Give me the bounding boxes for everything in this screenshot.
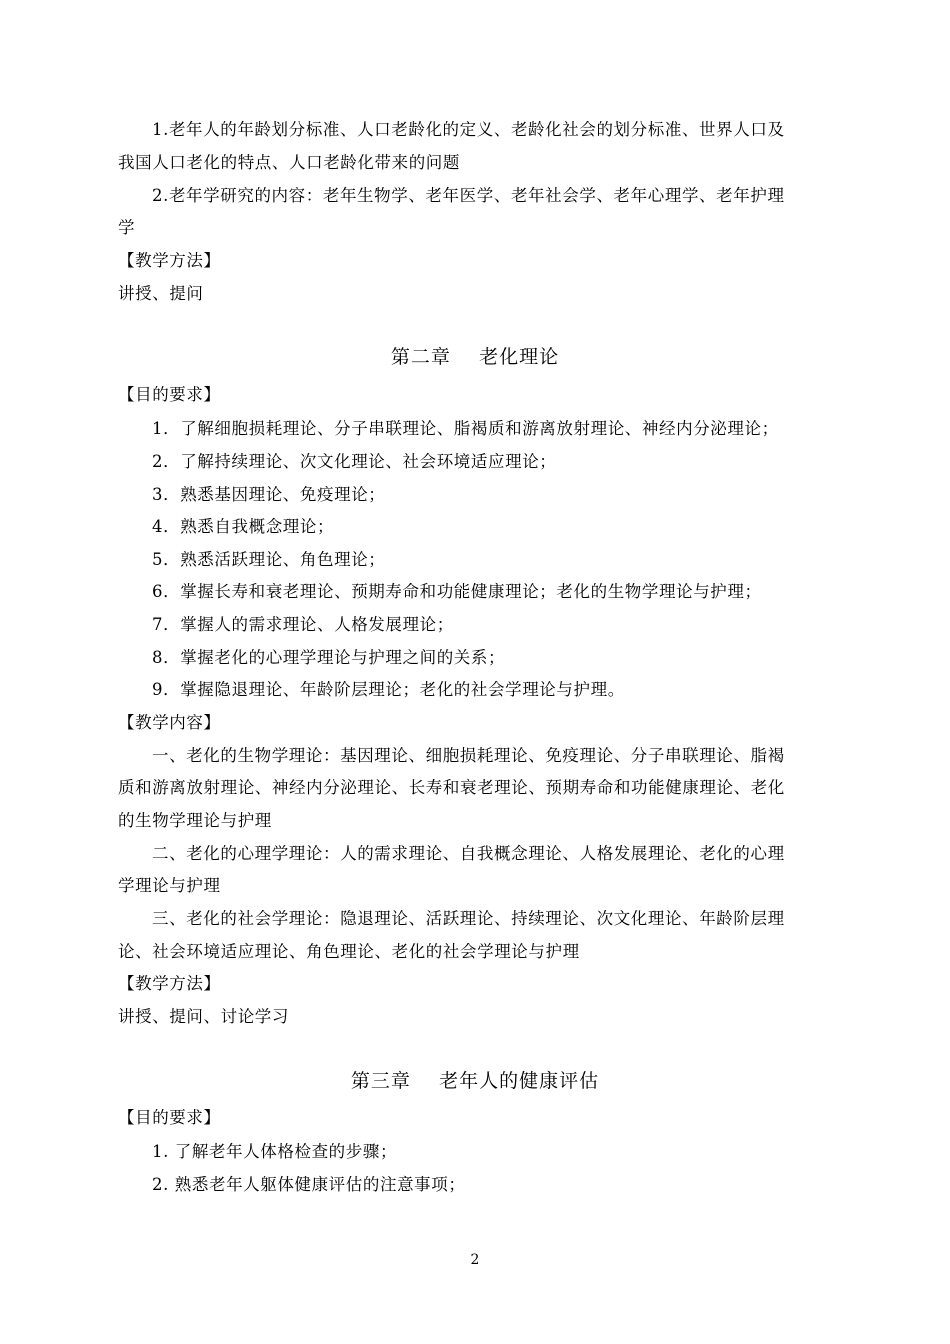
- intro-method-text: 讲授、提问: [118, 284, 204, 303]
- chapter2-objective-item: 8．掌握老化的心理学理论与护理之间的关系；: [152, 648, 506, 667]
- chapter2-objectives-label: 【目的要求】: [118, 385, 221, 404]
- chapter2-content-line: 三、老化的社会学理论：隐退理论、活跃理论、持续理论、次文化理论、年龄阶层理: [152, 909, 785, 928]
- chapter2-content-line: 的生物学理论与护理: [118, 811, 272, 830]
- chapter3-title: 第三章 老年人的健康评估: [350, 1070, 600, 1092]
- chapter3-objective-item: 2. 熟悉老年人躯体健康评估的注意事项；: [152, 1175, 466, 1194]
- chapter2-content-line: 一、老化的生物学理论：基因理论、细胞损耗理论、免疫理论、分子串联理论、脂褐: [152, 746, 785, 765]
- chapter3-objectives-label: 【目的要求】: [118, 1108, 221, 1127]
- chapter2-objective-item: 5．熟悉活跃理论、角色理论；: [152, 550, 386, 569]
- intro-content-line: 2.老年学研究的内容：老年生物学、老年医学、老年社会学、老年心理学、老年护理: [152, 186, 785, 205]
- intro-method-label: 【教学方法】: [118, 251, 221, 270]
- chapter2-method-label: 【教学方法】: [118, 974, 221, 993]
- chapter2-content-line: 二、老化的心理学理论：人的需求理论、自我概念理论、人格发展理论、老化的心理: [152, 844, 785, 863]
- chapter2-content-line: 论、社会环境适应理论、角色理论、老化的社会学理论与护理: [118, 942, 580, 961]
- intro-content-line: 1.老年人的年龄划分标准、人口老龄化的定义、老龄化社会的划分标准、世界人口及: [152, 120, 785, 139]
- chapter3-objective-item: 1. 了解老年人体格检查的步骤；: [152, 1142, 398, 1161]
- chapter2-content-label: 【教学内容】: [118, 713, 221, 732]
- chapter2-objective-item: 9．掌握隐退理论、年龄阶层理论；老化的社会学理论与护理。: [152, 680, 625, 699]
- chapter2-content-line: 质和游离放射理论、神经内分泌理论、长寿和衰老理论、预期寿命和功能健康理论、老化: [118, 778, 785, 797]
- chapter2-objective-item: 4．熟悉自我概念理论；: [152, 517, 335, 536]
- intro-content-line: 我国人口老化的特点、人口老龄化带来的问题: [118, 153, 460, 172]
- chapter2-objective-item: 6．掌握长寿和衰老理论、预期寿命和功能健康理论；老化的生物学理论与护理；: [152, 582, 762, 601]
- chapter2-objective-item: 1．了解细胞损耗理论、分子串联理论、脂褐质和游离放射理论、神经内分泌理论；: [152, 419, 779, 438]
- chapter2-method-text: 讲授、提问、讨论学习: [118, 1007, 289, 1026]
- chapter2-objective-item: 7．掌握人的需求理论、人格发展理论；: [152, 615, 454, 634]
- chapter2-objective-item: 2．了解持续理论、次文化理论、社会环境适应理论；: [152, 452, 557, 471]
- chapter2-content-line: 学理论与护理: [118, 876, 221, 895]
- chapter2-title: 第二章 老化理论: [390, 346, 560, 368]
- intro-content-line: 学: [118, 218, 136, 237]
- chapter2-objective-item: 3．熟悉基因理论、免疫理论；: [152, 485, 386, 504]
- page-number: 2: [470, 1252, 480, 1268]
